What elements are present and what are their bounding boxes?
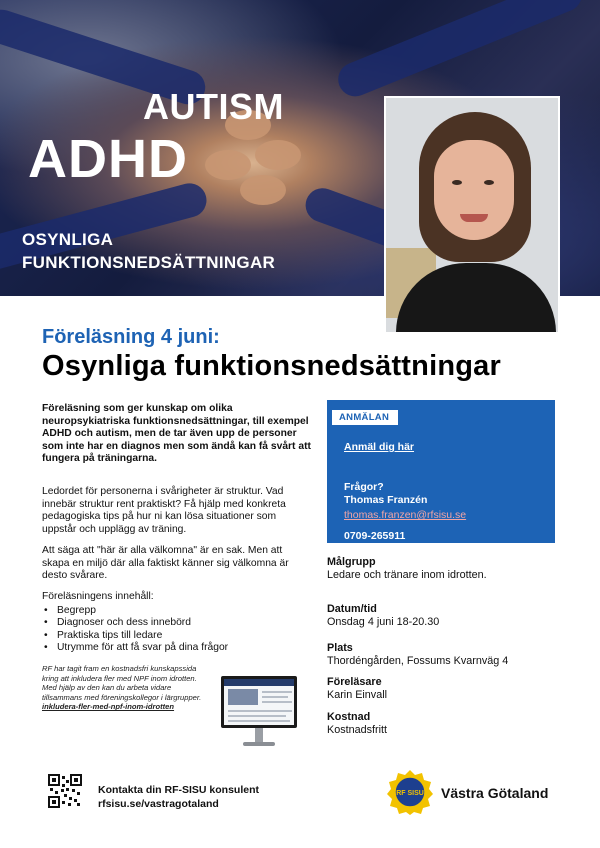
lecture-title: Osynliga funktionsnedsättningar [42, 350, 501, 382]
info-datetime-label: Datum/tid [327, 603, 377, 615]
portrait-mouth [460, 214, 488, 222]
resource-note [42, 664, 212, 712]
monitor-screen-image [228, 689, 258, 705]
contact-name: Thomas Franzén [344, 494, 428, 506]
registration-box [327, 400, 555, 543]
lecture-date-heading: Föreläsning 4 juni: [42, 326, 220, 348]
hero-hand [240, 175, 286, 205]
contact-phone: 0709-265911 [344, 530, 406, 542]
info-target-value: Ledare och tränare inom idrotten. [327, 569, 487, 581]
info-cost-label: Kostnad [327, 711, 371, 723]
registration-tag: ANMÄLAN [332, 410, 398, 425]
info-place-value: Thordéngården, Fossums Kvarnväg 4 [327, 655, 509, 667]
monitor-base [243, 742, 275, 746]
list-item: • Begrepp [42, 605, 312, 618]
info-speaker-label: Föreläsare [327, 676, 382, 688]
monitor-screen [221, 676, 297, 728]
footer-contact [98, 783, 259, 811]
info-target-label: Målgrupp [327, 556, 376, 568]
portrait-face [434, 140, 514, 240]
monitor-screen-line [228, 720, 290, 722]
portrait-eye [484, 180, 494, 185]
hero-subtitle-line2: FUNKTIONSNEDSÄTTNINGAR [22, 253, 276, 272]
footer-contact-url[interactable]: rfsisu.se/vastragotaland [98, 798, 219, 810]
list-item: • Praktiska tips till ledare [42, 630, 312, 643]
monitor-screen-line [262, 691, 292, 693]
speaker-portrait [384, 96, 560, 334]
hero-title-adhd: ADHD [28, 129, 188, 189]
hero-subtitle-line1: OSYNLIGA [22, 230, 114, 249]
hero-arm [333, 0, 587, 101]
contents-list [42, 605, 312, 655]
monitor-neck [255, 728, 263, 742]
hero-title-autism: AUTISM [143, 86, 284, 127]
resource-link[interactable]: inkludera-fler-med-npf-inom-idrotten [42, 702, 175, 712]
info-datetime [327, 603, 567, 629]
monitor-icon [221, 676, 297, 752]
info-datetime-value: Onsdag 4 juni 18-20.30 [327, 616, 440, 628]
questions-label: Frågor? [344, 481, 384, 493]
qr-code-icon[interactable] [48, 774, 82, 808]
region-name: Västra Götaland [441, 785, 549, 801]
questions-block [344, 481, 427, 507]
footer-contact-line1: Kontakta din RF-SISU konsulent [98, 784, 260, 796]
info-speaker-value: Karin Einvall [327, 689, 388, 701]
structure-paragraph: Ledordet för personerna i svårigheter är struktur. Vad innebär struktur rent praktiskt? Få hjälp med konkreta pedagogiska tips på hur ni kan lösa situationer som uppstår och upplägg av träning. [42, 486, 286, 535]
hero-subtitle [22, 228, 275, 274]
intro-paragraph: Föreläsning som ger kunskap om olika neuropsykiatriska funktionsnedsättningar, till exempel ADHD och autism, men de tar även upp de personer som inte har en diagnos men som ändå kan få svårt att fungera på träningarna. [42, 403, 311, 465]
register-link[interactable]: Anmäl dig här [344, 441, 415, 453]
monitor-screen-line [228, 715, 286, 717]
welcome-paragraph: Att säga att "här är alla välkomna" är en sak. Men att skapa en miljö där alla faktiskt känner sig välkomna är desto svårare. [42, 545, 289, 582]
contents-heading: Föreläsningens innehåll: [42, 591, 154, 602]
contact-email-link[interactable]: thomas.franzen@rfsisu.se [344, 509, 467, 521]
list-item: • Utrymme för att få svar på dina frågor [42, 642, 312, 655]
info-target [327, 556, 567, 582]
contents-section [42, 591, 312, 655]
info-cost [327, 711, 567, 737]
hero-hand [205, 150, 251, 180]
info-cost-value: Kostnadsfritt [327, 724, 388, 736]
logo-badge-text: RF SISU [396, 790, 424, 797]
info-place-label: Plats [327, 642, 353, 654]
hero-hand [255, 140, 301, 170]
monitor-screen-line [228, 710, 292, 712]
info-place [327, 642, 567, 668]
monitor-screen-line [262, 696, 288, 698]
list-item: • Diagnoser och dess innebörd [42, 617, 312, 630]
info-speaker [327, 676, 567, 702]
resource-note-text: RF har tagit fram en kostnadsfri kunskapssida kring att inkludera fler med NPF inom idrotten. Med hjälp av den kan du arbeta vidare tillsammans med föreningskollegor i lärgrupper. [42, 664, 202, 702]
monitor-screen-header [224, 679, 294, 686]
monitor-screen-line [262, 701, 292, 703]
portrait-eye [452, 180, 462, 185]
rf-sisu-logo-icon [386, 768, 434, 816]
